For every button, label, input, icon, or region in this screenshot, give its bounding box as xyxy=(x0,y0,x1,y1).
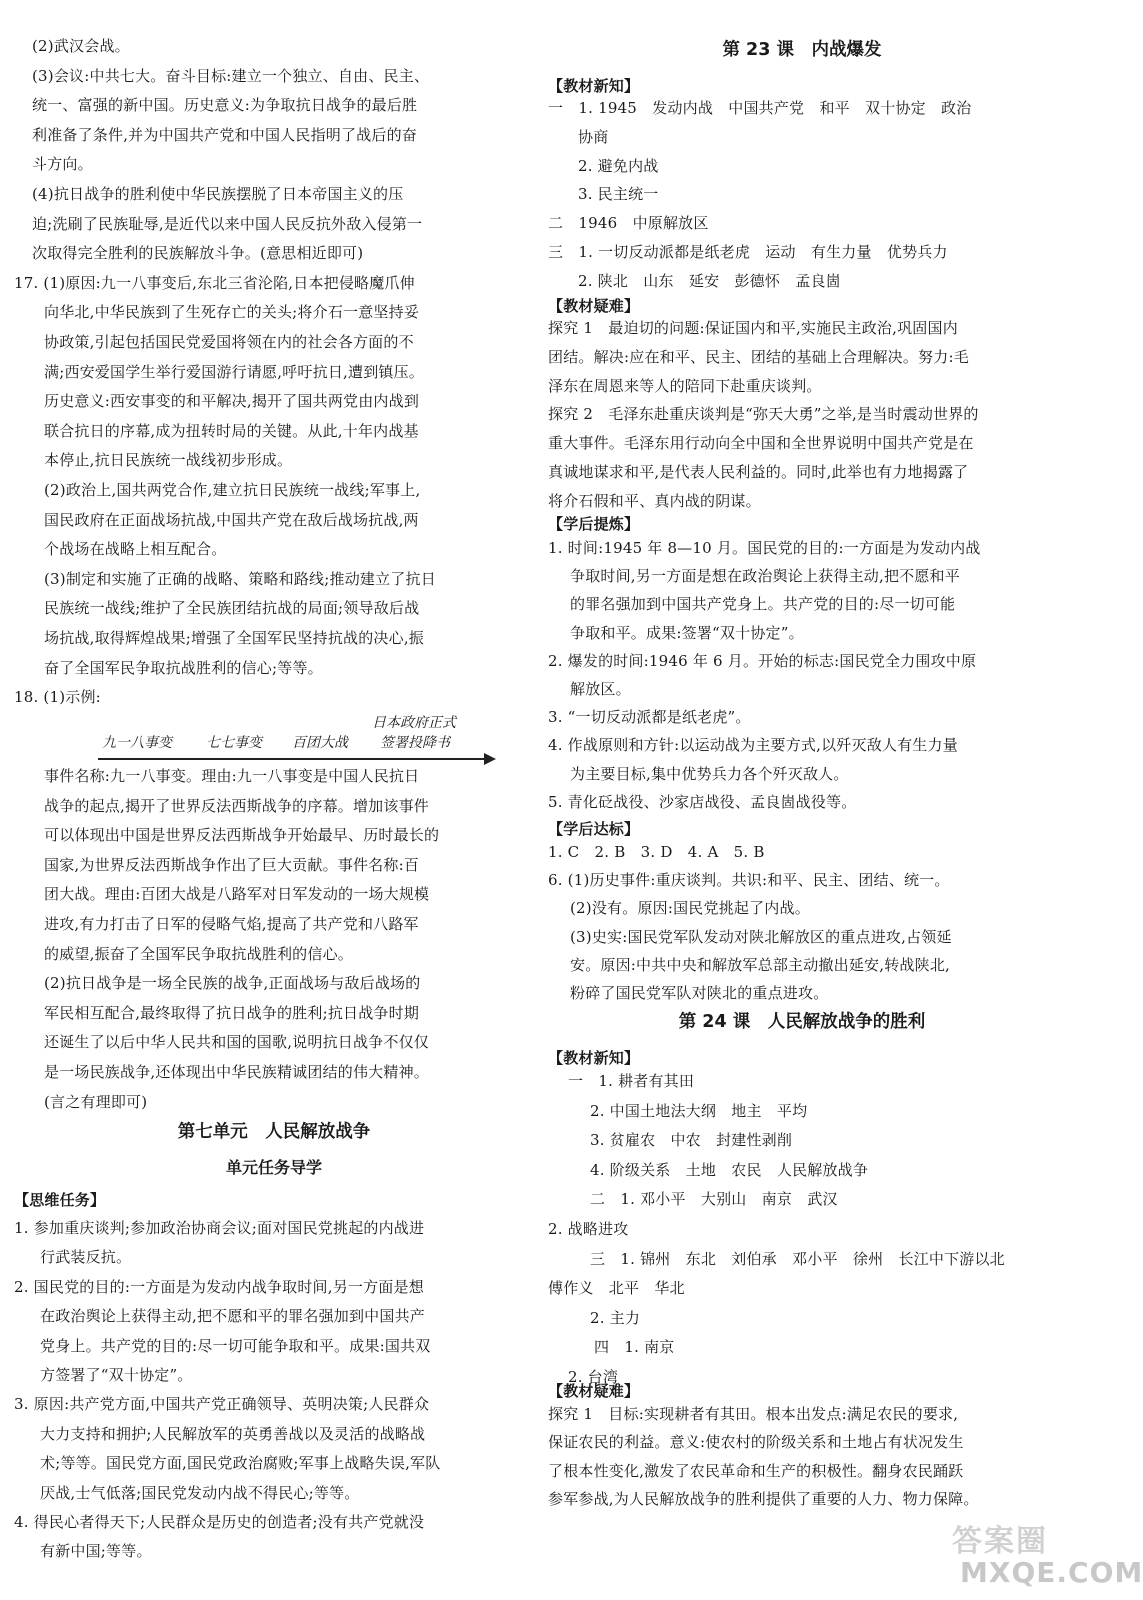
lesson-23-title: 第 23 课 内战爆发 xyxy=(722,40,882,60)
timeline-event: 七七事变 xyxy=(206,735,262,751)
text-line: 场抗战,取得辉煌战果;增强了全国军民坚持抗战的决心,振 xyxy=(44,629,424,647)
timeline-event: 签署投降书 xyxy=(380,735,450,751)
text-line: 1. C 2. B 3. D 4. A 5. B xyxy=(548,843,765,861)
text-line: 6. (1)历史事件:重庆谈判。共识:和平、民主、团结、统一。 xyxy=(548,871,950,890)
text-line: 二 1. 邓小平 大别山 南京 武汉 xyxy=(590,1190,838,1209)
text-line: 解放区。 xyxy=(570,680,631,698)
text-line: 协政策,引起包括国民党爱国将领在内的社会各方面的不 xyxy=(44,333,414,351)
text-line: 一 1. 耕者有其田 xyxy=(568,1072,695,1090)
text-line: 探究 2 毛泽东赴重庆谈判是“弥天大勇”之举,是当时震动世界的 xyxy=(548,405,979,424)
text-line: 的罪名强加到中国共产党身上。共产党的目的:尽一切可能 xyxy=(570,595,956,614)
text-line: 三 1. 锦州 东北 刘伯承 邓小平 徐州 长江中下游以北 xyxy=(590,1249,1005,1268)
text-line: 联合抗日的序幕,成为扭转时局的关键。从此,十年内战基 xyxy=(44,421,419,440)
text-line: 4. 得民心者得天下;人民群众是历史的创造者;没有共产党就没 xyxy=(14,1513,425,1531)
text-line: 3. 贫雇农 中农 封建性剥削 xyxy=(590,1131,793,1150)
text-line: 向华北,中华民族到了生死存亡的关头;将介石一意坚持妥 xyxy=(44,303,420,322)
text-line: 的威望,振奋了全国军民争取抗战胜利的信心。 xyxy=(44,944,353,963)
text-line: 4. 作战原则和方针:以运动战为主要方式,以歼灭敌人有生力量 xyxy=(548,736,958,755)
text-line: 满;西安爱国学生举行爱国游行请愿,呼吁抗日,遭到镇压。 xyxy=(44,362,424,381)
unit-title: 第七单元 人民解放战争 xyxy=(177,1122,371,1142)
text-line: 3. 原因:共产党方面,中国共产党正确领导、英明决策;人民群众 xyxy=(14,1395,430,1414)
text-line: 保证农民的利益。意义:使农村的阶级关系和土地占有状况发生 xyxy=(548,1433,964,1452)
text-line: 1. 参加重庆谈判;参加政治协商会议;面对国民党挑起的内战进 xyxy=(14,1219,425,1237)
text-line: 傅作义 北平 华北 xyxy=(548,1279,685,1298)
timeline-event: 日本政府正式 xyxy=(372,715,456,731)
unit-subtitle: 单元任务导学 xyxy=(225,1158,322,1177)
text-line: 17. (1)原因:九一八事变后,东北三省沦陷,日本把侵略魔爪伸 xyxy=(14,273,415,292)
tag-difficulties: 【教材疑难】 xyxy=(548,297,640,315)
text-line: 党身上。共产党的目的:尽一切可能争取和平。成果:国共双 xyxy=(40,1336,431,1355)
watermark-logo xyxy=(952,1516,1143,1596)
text-line: 厌战,士气低落;国民党发动内战不得民心;等等。 xyxy=(40,1483,360,1502)
text-line: 团结。解决:应在和平、民主、团结的基础上合理解决。努力:毛 xyxy=(548,347,969,366)
text-line: 争取和平。成果:签署“双十协定”。 xyxy=(570,623,804,642)
text-line: 参军参战,为人民解放战争的胜利提供了重要的人力、物力保障。 xyxy=(548,1490,979,1509)
text-line: 2. 国民党的目的:一方面是为发动内战争取时间,另一方面是想 xyxy=(14,1277,424,1296)
text-line: 国家,为世界反法西斯战争作出了巨大贡献。事件名称:百 xyxy=(44,855,420,874)
text-line: 5. 青化砭战役、沙家店战役、孟良崮战役等。 xyxy=(548,792,857,811)
text-line: 2. 爆发的时间:1946 年 6 月。开始的标志:国民党全力围攻中原 xyxy=(548,651,977,670)
text-line: 探究 1 目标:实现耕者有其田。根本出发点:满足农民的要求, xyxy=(548,1405,959,1423)
text-line: (2)抗日战争是一场全民族的战争,正面战场与敌后战场的 xyxy=(44,974,421,993)
text-line: 2. 中国土地法大纲 地主 平均 xyxy=(590,1101,808,1120)
text-line: 方签署了“双十协定”。 xyxy=(40,1366,193,1384)
text-line: 历史意义:西安事变的和平解决,揭开了国共两党由内战到 xyxy=(44,392,420,411)
text-line: 2. 战略进攻 xyxy=(548,1220,629,1238)
tag-new-knowledge-24: 【教材新知】 xyxy=(548,1049,640,1067)
timeline xyxy=(98,715,498,770)
text-line: (4)抗日战争的胜利使中华民族摆脱了日本帝国主义的压 xyxy=(32,185,404,203)
tag-new-knowledge: 【教材新知】 xyxy=(548,77,640,95)
text-line: 为主要目标,集中优势兵力各个歼灭敌人。 xyxy=(570,764,849,783)
text-line: (3)史实:国民党军队发动对陕北解放区的重点进攻,占领延 xyxy=(570,927,952,946)
text-line: 18. (1)示例: xyxy=(14,688,101,707)
text-line: (3)会议:中共七大。奋斗目标:建立一个独立、自由、民主、 xyxy=(32,66,430,85)
tag-reach: 【学后达标】 xyxy=(548,820,640,838)
tag-refine: 【学后提炼】 xyxy=(548,515,640,533)
text-line: 泽东在周恩来等人的陪同下赴重庆谈判。 xyxy=(548,376,822,395)
text-line: 安。原因:中共中央和解放军总部主动撤出延安,转战陕北, xyxy=(570,955,950,974)
text-line: 斗方向。 xyxy=(32,155,93,174)
timeline-axis xyxy=(98,758,484,760)
text-line: 民族统一战线;维护了全民族团结抗战的局面;领导敌后战 xyxy=(44,599,420,618)
watermark-url: MXQE.COM xyxy=(960,1556,1143,1589)
text-line: 团大战。理由:百团大战是八路军对日军发动的一场大规模 xyxy=(44,885,430,904)
text-line: 可以体现出中国是世界反法西斯战争开始最早、历时最长的 xyxy=(44,826,440,845)
text-line: 利准备了条件,并为中国共产党和中国人民指明了战后的奋 xyxy=(32,125,417,144)
text-line: (3)制定和实施了正确的战略、策略和路线;推动建立了抗日 xyxy=(44,569,436,588)
text-line: 迫;洗刷了民族耻辱,是近代以来中国人民反抗外敌入侵第一 xyxy=(32,214,423,233)
text-line: 统一、富强的新中国。历史意义:为争取抗日战争的最后胜 xyxy=(32,96,418,115)
timeline-event: 百团大战 xyxy=(292,735,348,751)
text-line: (2)没有。原因:国民党挑起了内战。 xyxy=(570,899,810,918)
text-line: 争取时间,另一方面是想在政治舆论上获得主动,把不愿和平 xyxy=(570,567,960,586)
text-line: 2. 主力 xyxy=(590,1308,641,1327)
text-line: 个战场在战略上相互配合。 xyxy=(44,540,227,559)
text-line: 2. 陕北 山东 延安 彭德怀 孟良崮 xyxy=(578,271,841,290)
text-line: 事件名称:九一八事变。理由:九一八事变是中国人民抗日 xyxy=(44,767,420,785)
text-line: 术;等等。国民党方面,国民党政治腐败;军事上战略失误,军队 xyxy=(40,1454,441,1473)
text-line: (言之有理即可) xyxy=(44,1092,148,1111)
text-line: 粉碎了国民党军队对陕北的重点进攻。 xyxy=(570,984,829,1002)
timeline-event: 九一八事变 xyxy=(102,735,172,751)
text-line: 次取得完全胜利的民族解放斗争。(意思相近即可) xyxy=(32,244,364,263)
text-line: 将介石假和平、真内战的阴谋。 xyxy=(548,491,761,510)
text-line: 军民相互配合,最终取得了抗日战争的胜利;抗日战争时期 xyxy=(44,1003,420,1022)
text-line: 3. “一切反动派都是纸老虎”。 xyxy=(548,708,751,727)
text-line: 行武装反抗。 xyxy=(40,1248,132,1267)
text-line: 一 1. 1945 发动内战 中国共产党 和平 双十协定 政治 xyxy=(548,99,972,117)
text-line: 在政治舆论上获得主动,把不愿和平的罪名强加到中国共产 xyxy=(40,1307,425,1326)
timeline-arrow-icon xyxy=(484,753,496,765)
text-line: 1. 时间:1945 年 8—10 月。国民党的目的:一方面是为发动内战 xyxy=(548,539,981,557)
text-line: 大力支持和拥护;人民解放军的英勇善战以及灵活的战略战 xyxy=(40,1424,426,1443)
section-thinking-tag: 【思维任务】 xyxy=(14,1191,106,1209)
text-line: 三 1. 一切反动派都是纸老虎 运动 有生力量 优势兵力 xyxy=(548,243,948,261)
text-line: 有新中国;等等。 xyxy=(40,1542,152,1561)
text-line: 战争的起点,揭开了世界反法西斯战争的序幕。增加该事件 xyxy=(44,796,429,815)
watermark-text: 答案圈 xyxy=(952,1524,1048,1559)
text-line: 了根本性变化,激发了农民革命和生产的积极性。翻身农民踊跃 xyxy=(548,1461,964,1480)
text-line: (2)武汉会战。 xyxy=(32,37,130,55)
tag-difficulties-24: 【教材疑难】 xyxy=(548,1382,640,1400)
text-line: 本停止,抗日民族统一战线初步形成。 xyxy=(44,451,293,470)
lesson-24-title: 第 24 课 人民解放战争的胜利 xyxy=(678,1012,926,1032)
text-line: 二 1946 中原解放区 xyxy=(548,214,709,233)
text-line: 是一场民族战争,还体现出中华民族精诚团结的伟大精神。 xyxy=(44,1063,429,1081)
text-line: 2. 避免内战 xyxy=(578,156,659,175)
text-line: 探究 1 最迫切的问题:保证国内和平,实施民主政治,巩固国内 xyxy=(548,319,958,337)
text-line: 重大事件。毛泽东用行动向全中国和全世界说明中国共产党是在 xyxy=(548,434,974,453)
text-line: 国民政府在正面战场抗战,中国共产党在敌后战场抗战,两 xyxy=(44,510,419,529)
text-line: (2)政治上,国共两党合作,建立抗日民族统一战线;军事上, xyxy=(44,481,421,499)
text-line: 四 1. 南京 xyxy=(594,1338,675,1357)
text-line: 进攻,有力打击了日军的侵略气焰,提高了共产党和八路军 xyxy=(44,915,419,933)
text-line: 协商 xyxy=(578,127,609,146)
text-line: 还诞生了以后中华人民共和国的国歌,说明抗日战争不仅仅 xyxy=(44,1033,429,1052)
text-line: 4. 阶级关系 土地 农民 人民解放战争 xyxy=(590,1160,869,1179)
text-line: 2. 台湾 xyxy=(568,1368,619,1386)
text-line: 真诚地谋求和平,是代表人民利益的。同时,此举也有力地揭露了 xyxy=(548,463,969,481)
text-line: 奋了全国军民争取抗战胜利的信心;等等。 xyxy=(44,658,323,677)
text-line: 3. 民主统一 xyxy=(578,185,659,204)
